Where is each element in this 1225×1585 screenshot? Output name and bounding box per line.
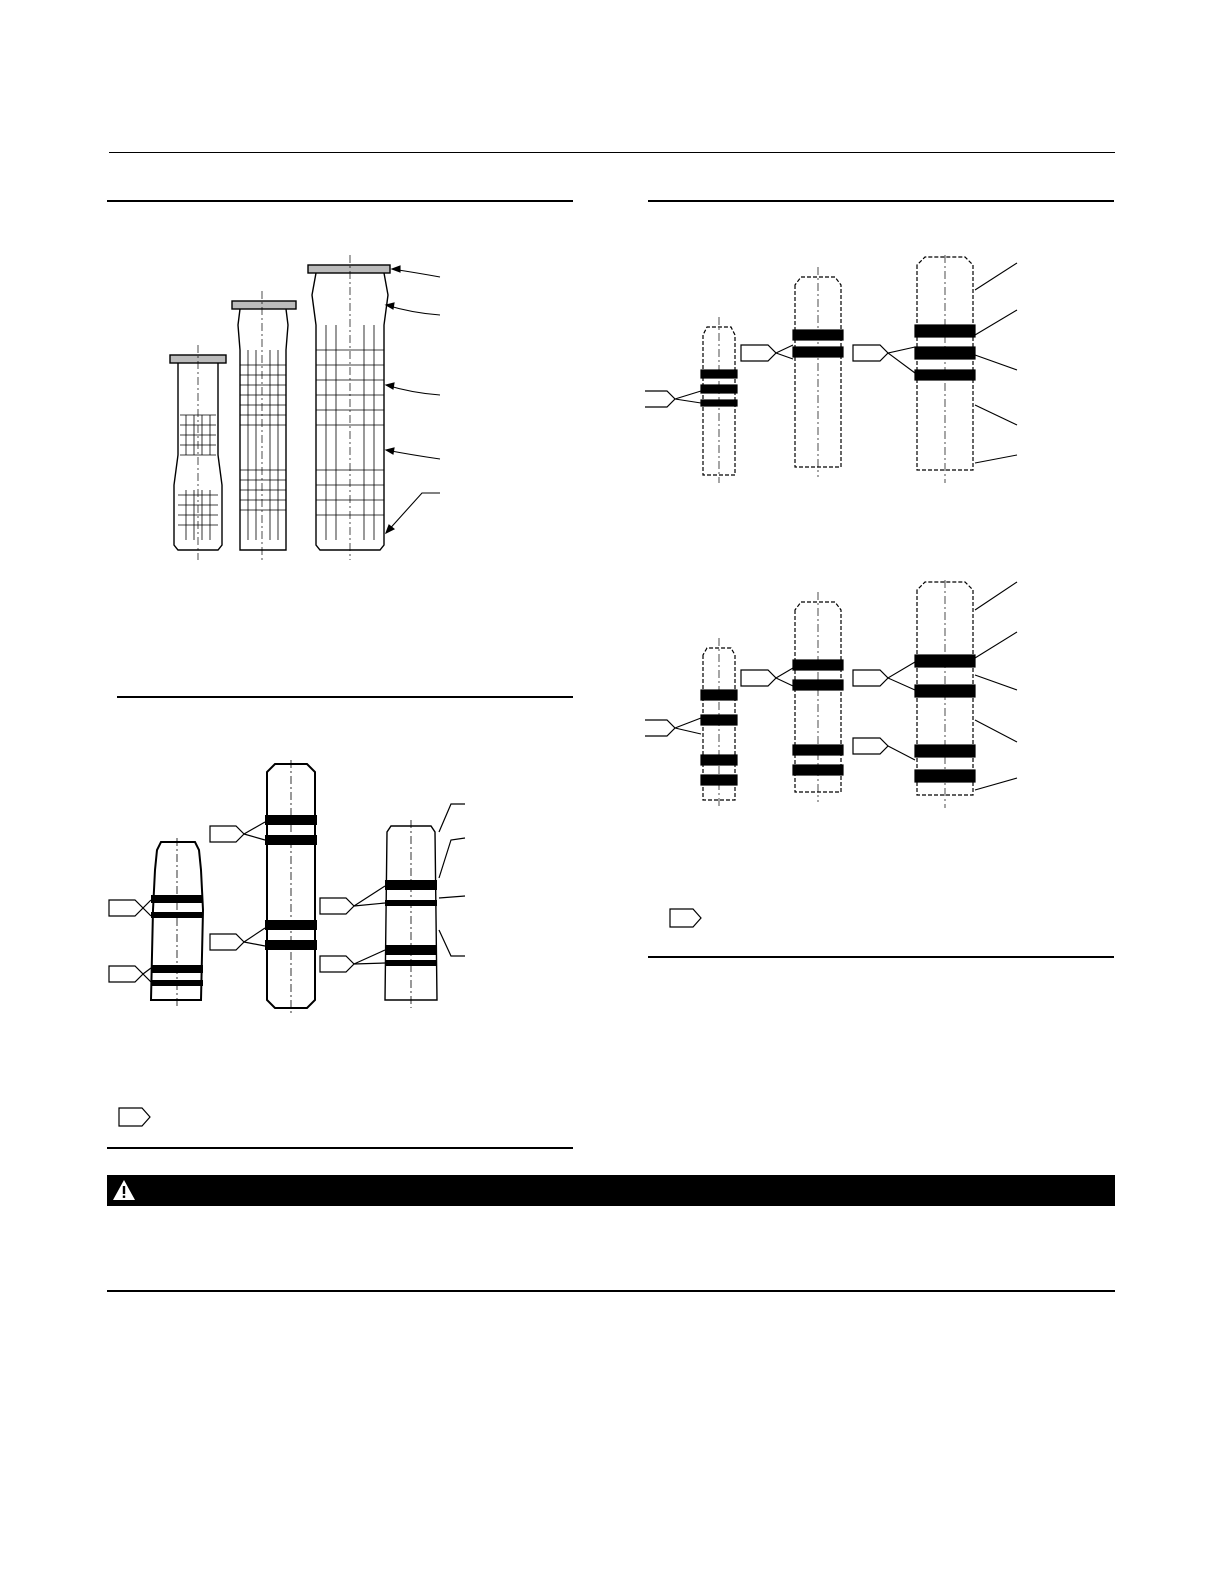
warning-bar <box>107 1175 1115 1206</box>
figure-cages-top-right <box>645 255 1045 495</box>
top-left-section-rule <box>107 200 573 202</box>
note-tag-left <box>118 1107 152 1127</box>
header-rule <box>109 152 1115 153</box>
figure-cages-bottom-left <box>105 760 475 1020</box>
bottom-left-section-rule <box>117 696 573 698</box>
warning-triangle-icon <box>112 1178 136 1207</box>
right-column-end-rule <box>648 956 1114 958</box>
left-column-end-rule <box>107 1147 573 1149</box>
top-right-section-rule <box>648 200 1114 202</box>
footer-rule <box>107 1290 1115 1292</box>
figure-cages-top-left <box>160 255 460 565</box>
figure-cages-middle-right <box>645 580 1045 810</box>
note-tag-right <box>669 908 703 928</box>
